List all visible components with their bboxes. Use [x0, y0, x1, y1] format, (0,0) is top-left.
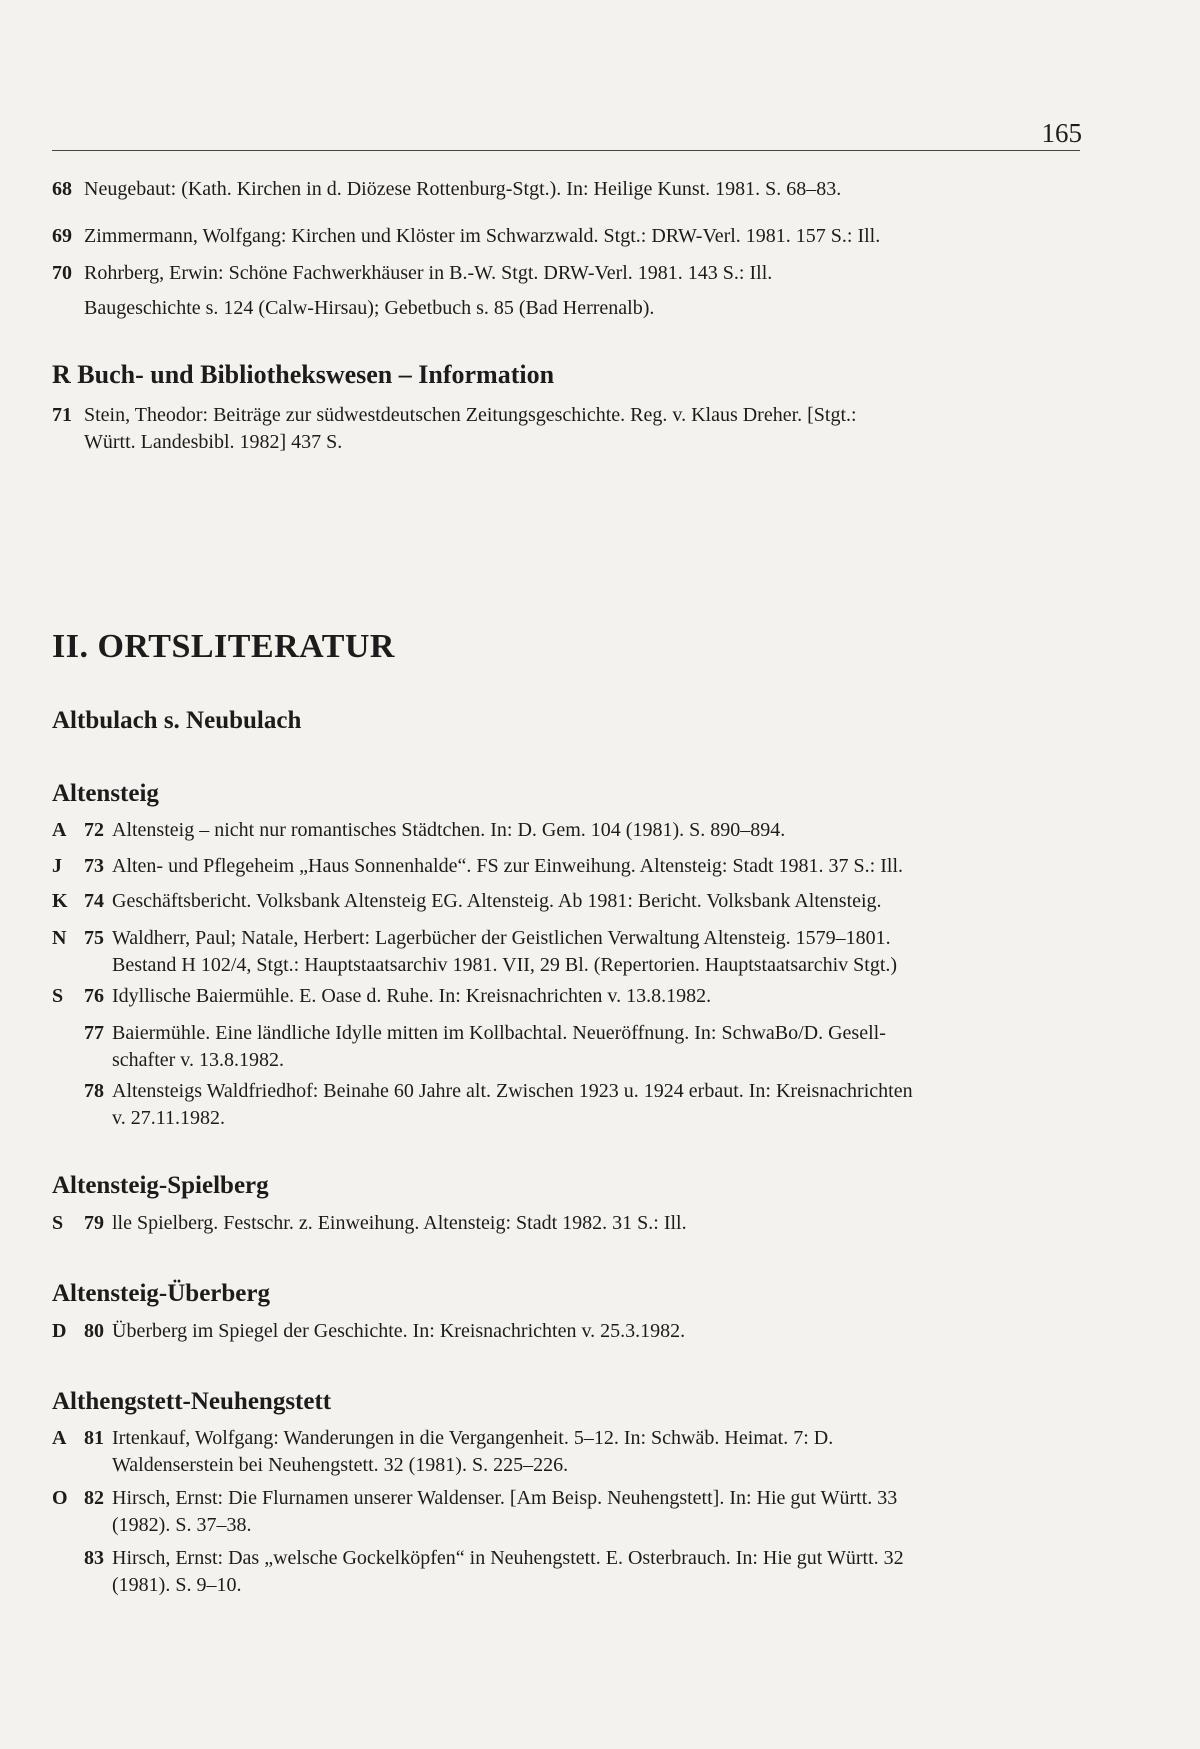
entry-code: S	[52, 1212, 64, 1234]
heading-altensteig-ueberberg: Altensteig-Überberg	[52, 1280, 270, 1307]
entry-number: 78	[84, 1080, 104, 1102]
entry-text-line1: Waldherr, Paul; Natale, Herbert: Lagerbücher der Geistlichen Verwaltung Altensteig. 1579–1801.	[112, 927, 891, 949]
entry-text: Altensteig – nicht nur romantisches Städtchen. In: D. Gem. 104 (1981). S. 890–894.	[112, 819, 786, 841]
entry-text-line1: Hirsch, Ernst: Die Flurnamen unserer Waldenser. [Am Beisp. Neuhengstett]. In: Hie gut Württ. 33	[112, 1487, 898, 1509]
heading-altbulach: Altbulach s. Neubulach	[52, 707, 302, 734]
entry-code: O	[52, 1487, 68, 1509]
entry-text-line1: Stein, Theodor: Beiträge zur südwestdeutschen Zeitungsgeschichte. Reg. v. Klaus Dreher. [Stgt.:	[84, 404, 857, 426]
entry-number: 81	[84, 1427, 104, 1449]
entry-text-line2: schafter v. 13.8.1982.	[112, 1049, 284, 1071]
entry-number: 82	[84, 1487, 104, 1509]
heading-althengstett-neuhengstett: Althengstett-Neuhengstett	[52, 1388, 332, 1415]
entry-text-line1: Baiermühle. Eine ländliche Idylle mitten im Kollbachtal. Neueröffnung. In: SchwaBo/D. Gesell-	[112, 1022, 886, 1044]
header-rule	[52, 150, 1080, 151]
entry-text: Geschäftsbericht. Volksbank Altensteig EG. Altensteig. Ab 1981: Bericht. Volksbank Altensteig.	[112, 890, 882, 912]
cross-reference: Baugeschichte s. 124 (Calw-Hirsau); Gebetbuch s. 85 (Bad Herrenalb).	[84, 297, 655, 319]
heading-altensteig: Altensteig	[52, 780, 159, 807]
entry-text: lle Spielberg. Festschr. z. Einweihung. Altensteig: Stadt 1982. 31 S.: Ill.	[112, 1212, 687, 1234]
heading-altensteig-spielberg: Altensteig-Spielberg	[52, 1172, 269, 1199]
entry-text: Neugebaut: (Kath. Kirchen in d. Diözese Rottenburg-Stgt.). In: Heilige Kunst. 1981. S. 68–83.	[84, 178, 842, 200]
entry-text-line1: Irtenkauf, Wolfgang: Wanderungen in die Vergangenheit. 5–12. In: Schwäb. Heimat. 7: D.	[112, 1427, 834, 1449]
entry-number: 68	[52, 178, 72, 200]
entry-text-line2: (1981). S. 9–10.	[112, 1574, 242, 1596]
entry-code: S	[52, 985, 64, 1007]
entry-number: 71	[52, 404, 72, 426]
entry-number: 75	[84, 927, 104, 949]
entry-number: 74	[84, 890, 104, 912]
entry-text: Überberg im Spiegel der Geschichte. In: Kreisnachrichten v. 25.3.1982.	[112, 1320, 686, 1342]
entry-text-line1: Hirsch, Ernst: Das „welsche Gockelköpfen“ in Neuhengstett. E. Osterbrauch. In: Hie gut Württ. 32	[112, 1547, 904, 1569]
entry-code: N	[52, 927, 67, 949]
entry-text: Alten- und Pflegeheim „Haus Sonnenhalde“. FS zur Einweihung. Altensteig: Stadt 1981. 37 S.: Ill.	[112, 855, 904, 877]
entry-text: Rohrberg, Erwin: Schöne Fachwerkhäuser in B.-W. Stgt. DRW-Verl. 1981. 143 S.: Ill.	[84, 262, 773, 284]
entry-code: K	[52, 890, 68, 912]
entry-text-line2: (1982). S. 37–38.	[112, 1514, 252, 1536]
entry-code: J	[52, 855, 62, 877]
entry-code: A	[52, 1427, 67, 1449]
entry-number: 76	[84, 985, 104, 1007]
entry-text-line2: v. 27.11.1982.	[112, 1107, 225, 1129]
entry-number: 69	[52, 225, 72, 247]
entry-number: 73	[84, 855, 104, 877]
entry-number: 72	[84, 819, 104, 841]
entry-number: 80	[84, 1320, 104, 1342]
entry-text-line1: Altensteigs Waldfriedhof: Beinahe 60 Jahre alt. Zwischen 1923 u. 1924 erbaut. In: Kreisnachrichten	[112, 1080, 913, 1102]
entry-code: D	[52, 1320, 67, 1342]
entry-number: 77	[84, 1022, 104, 1044]
entry-text: Zimmermann, Wolfgang: Kirchen und Klöster im Schwarzwald. Stgt.: DRW-Verl. 1981. 157 S.: Ill.	[84, 225, 881, 247]
part-ii-title: II. ORTSLITERATUR	[52, 628, 395, 665]
section-r-heading: R Buch- und Bibliothekswesen – Information	[52, 360, 555, 389]
entry-text-line2: Bestand H 102/4, Stgt.: Hauptstaatsarchiv 1981. VII, 29 Bl. (Repertorien. Hauptstaatsarchiv Stgt.)	[112, 954, 898, 976]
entry-text-line2: Waldenserstein bei Neuhengstett. 32 (1981). S. 225–226.	[112, 1454, 569, 1476]
entry-text-line2: Württ. Landesbibl. 1982] 437 S.	[84, 431, 343, 453]
page-number: 165	[1041, 118, 1082, 148]
entry-text: Idyllische Baiermühle. E. Oase d. Ruhe. In: Kreisnachrichten v. 13.8.1982.	[112, 985, 712, 1007]
entry-number: 83	[84, 1547, 104, 1569]
entry-number: 79	[84, 1212, 104, 1234]
entry-code: A	[52, 819, 67, 841]
entry-number: 70	[52, 262, 72, 284]
